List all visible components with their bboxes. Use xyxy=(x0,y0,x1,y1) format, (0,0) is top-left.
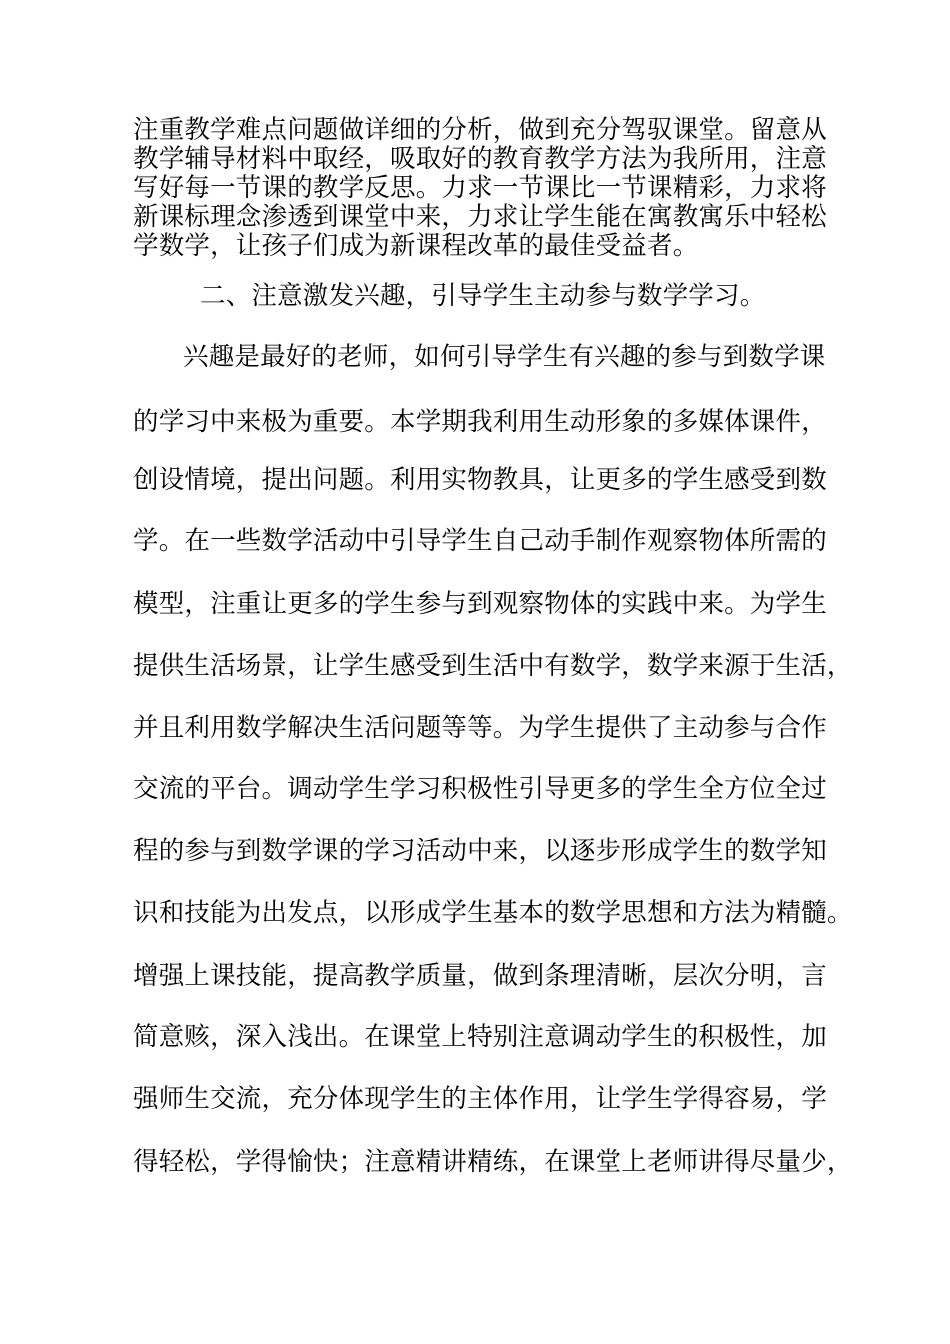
text-line: 学数学，让孩子们成为新课程改革的最佳受益者。 xyxy=(133,231,699,261)
text-line: 识和技能为出发点，以形成学生基本的数学思想和方法为精髓。 xyxy=(133,898,853,928)
text-line: 程的参与到数学课的学习活动中来，以逐步形成学生的数学知 xyxy=(133,836,827,866)
text-line: 并且利用数学解决生活问题等等。为学生提供了主动参与合作 xyxy=(133,713,827,743)
text-line: 兴趣是最好的老师，如何引导学生有兴趣的参与到数学课 xyxy=(183,342,826,372)
text-line: 写好每一节课的教学反思。力求一节课比一节课精彩，力求将 xyxy=(133,173,827,203)
text-line: 增强上课技能，提高教学质量，做到条理清晰，层次分明，言 xyxy=(133,961,827,991)
text-line: 创设情境，提出问题。利用实物教具，让更多的学生感受到数 xyxy=(133,465,827,495)
text-line: 新课标理念渗透到课堂中来，力求让学生能在寓教寓乐中轻松 xyxy=(133,202,827,232)
text-line: 提供生活场景，让学生感受到生活中有数学，数学来源于生活， xyxy=(133,651,853,681)
text-line: 教学辅导材料中取经，吸取好的教育教学方法为我所用，注意 xyxy=(133,144,827,174)
text-line: 简意赅，深入浅出。在课堂上特别注意调动学生的积极性，加 xyxy=(133,1022,827,1052)
text-line: 的学习中来极为重要。本学期我利用生动形象的多媒体课件， xyxy=(133,407,827,437)
text-line: 交流的平台。调动学生学习积极性引导更多的学生全方位全过 xyxy=(133,774,827,804)
text-line: 得轻松，学得愉快；注意精讲精练，在课堂上老师讲得尽量少， xyxy=(133,1147,853,1177)
text-line: 注重教学难点问题做详细的分析，做到充分驾驭课堂。留意从 xyxy=(133,115,827,145)
section-heading: 二、注意激发兴趣，引导学生主动参与数学学习。 xyxy=(200,281,766,311)
text-line: 学。在一些数学活动中引导学生自己动手制作观察物体所需的 xyxy=(133,526,827,556)
text-line: 模型，注重让更多的学生参与到观察物体的实践中来。为学生 xyxy=(133,589,827,619)
text-line: 强师生交流，充分体现学生的主体作用，让学生学得容易，学 xyxy=(133,1084,827,1114)
